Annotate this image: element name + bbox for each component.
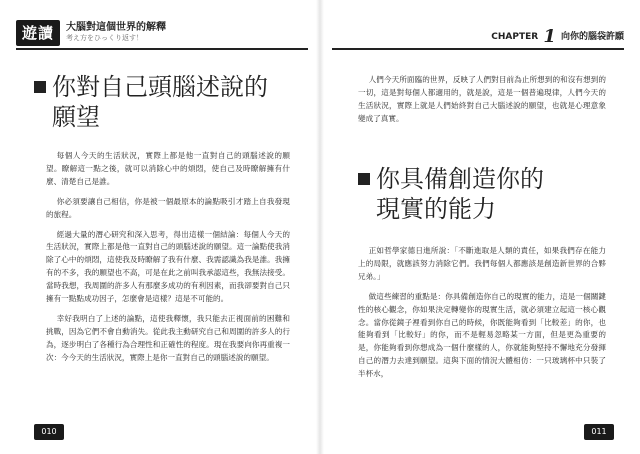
- left-page-number: 010: [34, 424, 64, 440]
- heading-square-icon: [34, 81, 46, 93]
- heading-square-icon: [358, 173, 370, 185]
- left-paragraph: 你必須要讓自己相信，你是被一個最原本的論點吸引才踏上自我發現的旅程。: [46, 196, 290, 219]
- left-section-heading: [34, 72, 294, 132]
- right-paragraph: 做這些練習的重點是：你具備創造你自己的現實的能力，這是一個關鍵性的核心觀念，你如果決定轉變你的現實生活，就必須建立起這一核心觀念。當你從鏡子裡看到你自己的時候，你既能夠看到「比較差」的你，也能夠看到「比較好」的你，而不是輕易忽略某一方面，但是更為重要的是，你能夠看到你想成為一個什麼樣的人，你就能夠堅持不懈地充分發揮自己的潛力去達到願望。這與下面的情況大體相仿：一只玻璃杯中只裝了半杯水，: [358, 291, 606, 379]
- right-page-header: [332, 20, 624, 50]
- left-paragraph: 幸好我明白了上述的論點，這使我釋懷，我只能去正視面前的困難和挑戰，因為它們不會自動消失。從此我主動研究自己和周圍的許多人的行為，逐步明白了各種行為合理性和正確性的程度。現在我要向你再重複一次：今今天的生活狀況，實際上是你一直對自己的頭腦述說的願望。: [46, 313, 290, 362]
- right-top-text: [358, 74, 606, 133]
- book-title: 大腦對這個世界的解釋: [66, 22, 166, 33]
- left-page-header: [16, 20, 308, 50]
- right-page-number: 011: [584, 424, 614, 440]
- right-heading-line1: 你具備創造你的: [376, 165, 544, 193]
- left-body-text: [46, 150, 290, 372]
- left-heading-line2: 願望: [52, 103, 100, 131]
- chapter-number: 1: [543, 26, 556, 47]
- right-section-heading: [358, 164, 608, 224]
- right-heading-line2: 現實的能力: [376, 195, 496, 223]
- right-body-text: [358, 245, 606, 388]
- chapter-label: CHAPTER: [491, 32, 539, 42]
- right-paragraph: 正如哲學家德日進所說：「不斷進取是人類的責任，如果我們存在能力上的局限，就應該努力消除它們。我們每個人都應該是創造新世界的合夥兄弟。」: [358, 246, 606, 281]
- chapter-title: 向你的腦袋許願: [560, 32, 624, 42]
- series-logo: 遊讀: [16, 20, 60, 46]
- left-paragraph: 經過大量的潛心研究和深入思考，得出這樣一個結論：每個人今天的生活狀況，實際上都是他一直對自己的頭腦述說的願望。這一論點使我消除了心中的煩悶，這使我及時瞭解了我有什麼、我需認識為我是誰。我擁有的不多，我的願望也不高，可是在此之前叫我承認這些，我無法接受。當時我想，我周圍的許多人有那麼多成功的有利因素，而我卻要對自己只擁有一點點成功因子，怎麼會是這樣？這是不可能的。: [46, 229, 290, 304]
- left-paragraph: 每個人今天的生活狀況，實際上都是他一直對自己的頭腦述說的願望。瞭解這一點之後，就可以消除心中的煩悶，使自己及時瞭解擁有什麼、清楚自己是誰。: [46, 151, 290, 186]
- book-subtitle: 考え方をひっくり返す！: [66, 34, 143, 42]
- right-top-paragraph: 人們今天所面臨的世界，反映了人們對目前為止所想到的和沒有想到的一切，這是對每個人都適用的，就是說，這是一個普遍現律，人們今天的生活狀況，實際上就是人們始終對自己大腦述說的願望，也就是心理意象變成了真實。: [358, 75, 606, 123]
- left-heading-line1: 你對自己頭腦述說的: [52, 73, 268, 101]
- chapter-heading: [491, 26, 624, 47]
- book-gutter: [316, 0, 324, 454]
